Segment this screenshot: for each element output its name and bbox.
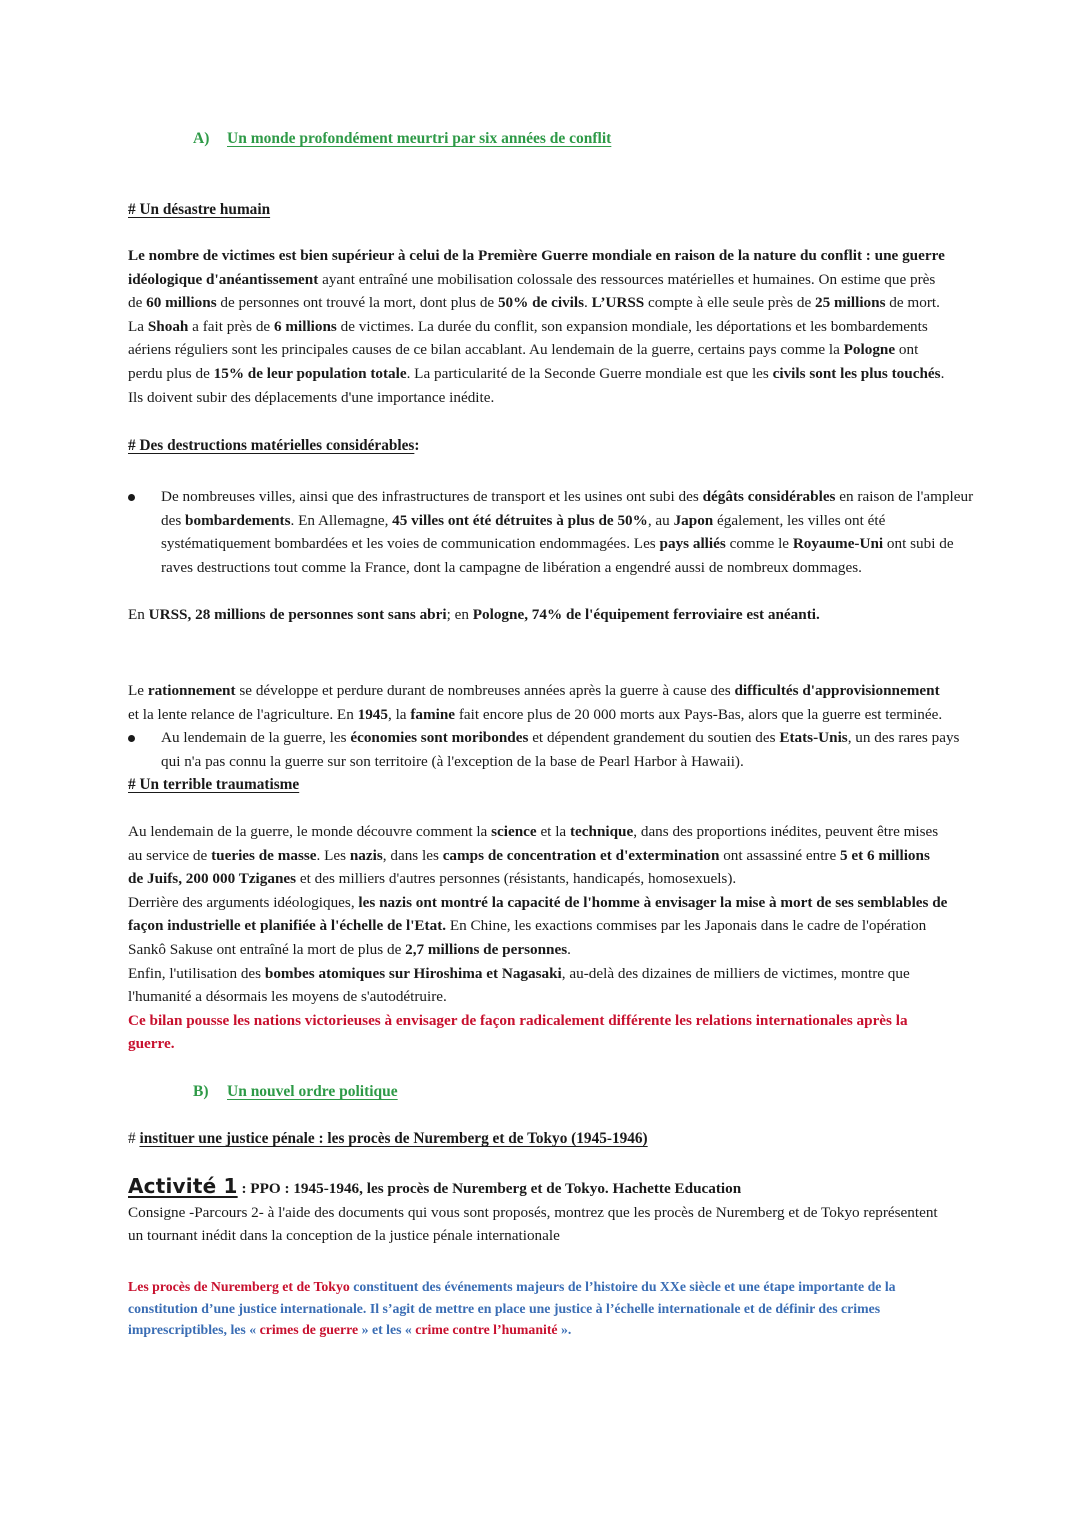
text-run: En Chine, les exactions commises par les Japonais dans le cadre de l'opération Sankô Sakuse ont entraîné la mort de plus de <box>128 917 927 958</box>
text-run: En <box>128 606 149 623</box>
text-run: se développe et perdure durant de nombreuses années après la guerre à cause des <box>235 682 735 699</box>
text-run: Etats-Unis <box>779 729 848 747</box>
text-run: économies sont moribondes <box>350 729 529 747</box>
section-a-letter: A) <box>193 130 210 147</box>
bullet-dot <box>128 735 135 742</box>
text-run: en raison de l'ampleur des <box>161 488 974 529</box>
heading-desastre-humain-text: # Un désastre humain <box>128 201 271 218</box>
text-run: nazis <box>349 846 383 864</box>
text-run: ayant entraîné une mobilisation colossale des ressources matérielles et humaines. On estime que près de <box>128 270 936 312</box>
text-run: et dépendent grandement du soutien des <box>528 729 780 747</box>
text-run: 6 millions <box>273 317 337 335</box>
heading-destructions-colon: : <box>414 437 420 454</box>
heading-justice-penale-text: instituer une justice pénale : les procès de Nuremberg et de Tokyo (1945-1946) <box>139 1130 648 1147</box>
heading-destructions-text: # Des destructions matérielles considérables <box>128 437 415 454</box>
text-run: tueries de masse <box>211 846 317 864</box>
bullet-economies-text <box>161 726 981 773</box>
text-run: et des milliers d'autres personnes (résistants, handicapés, homosexuels). <box>296 870 737 888</box>
section-a-title-text: Un monde profondément meurtri par six années de conflit <box>227 130 612 147</box>
text-run: science <box>491 823 537 840</box>
text-run: . En Allemagne, <box>290 511 393 529</box>
text-run: Japon <box>673 511 714 529</box>
text-run: , au <box>647 511 674 529</box>
text-run: ont assassiné entre <box>719 846 841 864</box>
paragraph-traumatisme <box>128 820 948 1056</box>
text-run: difficultés d'approvisionnement <box>734 682 940 699</box>
text-run: Au lendemain de la guerre, les <box>161 729 351 747</box>
text-run: ont subi de raves destructions tout comme la France, dont la campagne de libération a engendré aussi de nombreux dommages. <box>161 535 954 576</box>
text-run: , dans des proportions inédites, peuvent être mises au service de <box>128 823 939 864</box>
text-run: Shoah <box>147 317 189 335</box>
text-run: Derrière des arguments idéologiques, <box>128 893 359 911</box>
section-b-letter: B) <box>193 1083 209 1100</box>
text-run: , dans les <box>382 846 443 864</box>
text-run: et la <box>536 823 570 840</box>
text-run: technique <box>569 823 634 840</box>
bullet-dot <box>128 494 135 501</box>
heading-destructions <box>128 434 948 458</box>
paragraph-ideologie <box>128 891 948 962</box>
document-page <box>128 0 974 1337</box>
activity-subtitle: : PPO : 1945-1946, les procès de Nuremberg et de Tokyo. Hachette Education <box>237 1180 742 1197</box>
text-run: bombes atomiques sur Hiroshima et Nagasaki <box>264 964 562 982</box>
text-run: Enfin, l'utilisation des <box>128 964 265 982</box>
text-run: Royaume-Uni <box>792 535 884 553</box>
text-run: Les procès de Nuremberg et de Tokyo <box>128 1279 350 1294</box>
text-run: 45 villes ont été détruites à plus de 50% <box>392 511 648 529</box>
text-run: 2,7 millions de personnes <box>405 940 568 958</box>
activity-consigne: Consigne -Parcours 2- à l'aide des documents qui vous sont proposés, montrez que les procès de Nuremberg et de Tokyo représentent un tournant inédit dans la conception de la justice pénale internationale <box>128 1203 938 1245</box>
text-run: Le nombre de victimes est bien supérieur à celui de la Première Guerre mondiale en raison de la nature du conflit : une guerre idéologique d'anéantissement <box>128 247 945 288</box>
paragraph-bombes <box>128 962 948 1009</box>
text-run: compte à elle seule près de <box>644 294 816 312</box>
text-run: et la lente relance de l'agriculture. En <box>128 705 358 723</box>
bullet-economies <box>128 726 981 773</box>
bullet-villes-text <box>161 485 981 579</box>
text-run: ». <box>557 1322 572 1337</box>
text-run: fait encore plus de 20 000 morts aux Pays-Bas, alors que la guerre est terminée. <box>455 705 943 723</box>
text-run: les nazis ont montré la capacité de l'homme à envisager la mise à mort de ses semblables de façon industrielle et planifiée à l'échelle de l'Etat. <box>128 893 948 935</box>
section-b-title-text: Un nouvel ordre politique <box>227 1083 398 1100</box>
text-run: L’URSS <box>591 294 645 312</box>
text-run: . Les <box>316 846 350 864</box>
text-run: rationnement <box>147 682 236 699</box>
text-run: comme le <box>725 535 793 553</box>
text-run: crimes de guerre <box>259 1322 359 1337</box>
text-run: . <box>584 294 592 312</box>
text-run: . Ils doivent subir des déplacements d'une importance inédite. <box>128 364 945 406</box>
paragraph-conclusion <box>128 1276 948 1341</box>
text-run: de personnes ont trouvé la mort, dont plus de <box>216 294 498 312</box>
line-urss-pologne <box>128 603 948 627</box>
text-run: 25 millions <box>815 294 886 312</box>
text-run: a fait près de <box>188 317 274 335</box>
text-run: Pologne, 74% de l'équipement ferroviaire est anéanti. <box>472 606 820 623</box>
section-b-title <box>193 1080 953 1104</box>
activity-title: Activité 1 <box>128 1174 238 1198</box>
text-run: Le <box>128 682 148 699</box>
text-run: . <box>567 940 571 958</box>
paragraph-rationnement <box>128 679 948 726</box>
text-run: Pologne <box>843 341 896 359</box>
heading-justice-penale <box>128 1127 948 1151</box>
heading-justice-penale-hash: # <box>128 1130 140 1147</box>
text-run: Au lendemain de la guerre, le monde découvre comment la <box>128 823 492 840</box>
text-run: dégâts considérables <box>702 488 836 505</box>
heading-traumatisme <box>128 773 948 797</box>
activity-block <box>128 1175 948 1248</box>
heading-desastre-humain <box>128 198 948 222</box>
text-run: 15% de leur population totale <box>213 364 407 382</box>
text-run: 5 et 6 millions de Juifs, 200 000 Tziganes <box>128 846 930 888</box>
text-run: 50% de civils <box>497 294 585 312</box>
text-run: famine <box>410 705 456 723</box>
text-run: , la <box>387 705 411 723</box>
heading-traumatisme-text: # Un terrible traumatisme <box>128 776 300 793</box>
bullet-villes <box>128 485 981 579</box>
text-run: pays alliés <box>659 535 726 553</box>
text-run: de victimes. La durée du conflit, son expansion mondiale, les déportations et les bombardements aériens réguliers sont les principales causes de ce bilan accablant. Au lendemain de la guerre, certains pays comme la <box>128 317 928 359</box>
text-run: ; en <box>446 606 473 623</box>
text-run: camps de concentration et d'extermination <box>442 846 720 864</box>
text-run: ont perdu plus de <box>128 341 919 382</box>
paragraph-victimes <box>128 244 948 409</box>
text-run: bombardements <box>185 511 291 529</box>
text-run: civils sont les plus touchés <box>772 364 941 382</box>
paragraph-science <box>128 820 948 891</box>
section-a-title <box>193 127 953 151</box>
text-run: crime contre l’humanité <box>415 1322 558 1337</box>
text-run: » et les « <box>358 1322 416 1337</box>
text-run: 60 millions <box>146 294 217 312</box>
text-run: de mort. La <box>128 294 940 335</box>
text-run: . La particularité de la Seconde Guerre mondiale est que les <box>406 364 773 382</box>
text-run: constituent des événements majeurs de l’histoire du XXe siècle et une étape importante de la constitution d’une justice internationale. Il s’agit de mettre en place une justice à l’échelle internationale et de définir des crimes imprescriptibles, les « <box>128 1279 896 1337</box>
text-run: également, les villes ont été systématiquement bombardées et les voies de communication endommagées. Les <box>161 511 886 553</box>
text-run: , au-delà des dizaines de milliers de victimes, montre que l'humanité a désormais les moyens de s'autodétruire. <box>128 964 910 1006</box>
text-run: URSS, 28 millions de personnes sont sans abri <box>148 606 447 623</box>
text-run: , un des rares pays qui n'a pas connu la guerre sur son territoire (à l'exception de la base de Pearl Harbor à Hawaii). <box>161 729 960 770</box>
paragraph-bilan: Ce bilan pousse les nations victorieuses à envisager de façon radicalement différente les relations internationales après la guerre. <box>128 1011 908 1053</box>
text-run: 1945 <box>357 705 388 723</box>
text-run: De nombreuses villes, ainsi que des infrastructures de transport et les usines ont subi des <box>161 488 703 505</box>
